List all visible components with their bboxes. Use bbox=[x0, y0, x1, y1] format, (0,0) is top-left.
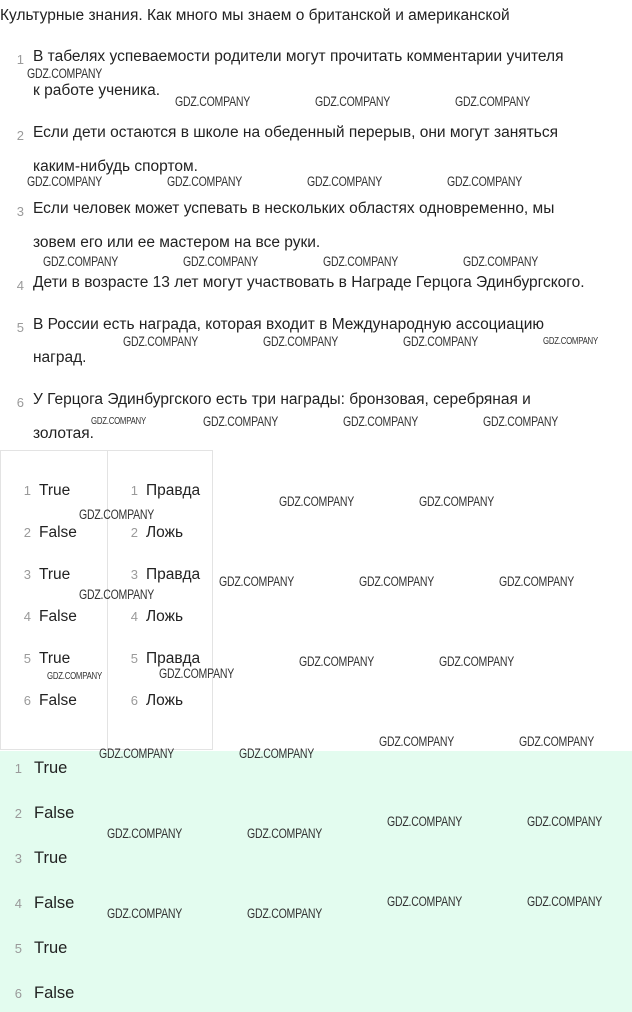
question-number: 6 bbox=[16, 395, 24, 410]
table-cell: 6 False bbox=[23, 692, 77, 709]
question-text: В России есть награда, которая входит в Международную ассоциацию bbox=[33, 316, 545, 333]
watermark: GDZ.COMPANY bbox=[91, 416, 146, 427]
question-text-continued: золотая. bbox=[33, 425, 94, 442]
watermark: GDZ.COMPANY bbox=[343, 414, 419, 429]
watermark: GDZ.COMPANY bbox=[247, 906, 323, 921]
answer-item: 2 False bbox=[14, 804, 75, 822]
watermark: GDZ.COMPANY bbox=[387, 814, 463, 829]
table-cell: 2 False bbox=[23, 524, 77, 541]
watermark: GDZ.COMPANY bbox=[403, 334, 479, 349]
question-number: 5 bbox=[16, 320, 24, 335]
table-cell: 4 False bbox=[23, 608, 77, 625]
watermark: GDZ.COMPANY bbox=[247, 826, 323, 841]
watermark: GDZ.COMPANY bbox=[387, 894, 463, 909]
question-number: 2 bbox=[16, 128, 24, 143]
question-number: 1 bbox=[16, 52, 24, 67]
answer-item: 6 False bbox=[14, 984, 75, 1002]
answer-item: 3 True bbox=[14, 849, 68, 867]
watermark: GDZ.COMPANY bbox=[299, 654, 375, 669]
watermark: GDZ.COMPANY bbox=[183, 254, 259, 269]
watermark: GDZ.COMPANY bbox=[379, 734, 455, 749]
answer-item: 1 True bbox=[14, 759, 68, 777]
watermark: GDZ.COMPANY bbox=[315, 94, 391, 109]
watermark: GDZ.COMPANY bbox=[107, 906, 183, 921]
answer-item: 4 False bbox=[14, 894, 75, 912]
table-cell: 3 True bbox=[23, 566, 71, 583]
question-text: В табелях успеваемости родители могут прочитать комментарии учителя bbox=[33, 48, 564, 65]
watermark: GDZ.COMPANY bbox=[439, 654, 515, 669]
watermark: GDZ.COMPANY bbox=[359, 574, 435, 589]
question-number: 4 bbox=[16, 278, 24, 293]
watermark: GDZ.COMPANY bbox=[483, 414, 559, 429]
table-cell: 5 Правда bbox=[130, 650, 201, 667]
watermark: GDZ.COMPANY bbox=[79, 587, 155, 602]
watermark: GDZ.COMPANY bbox=[43, 254, 119, 269]
question-text: Если человек может успевать в нескольких областях одновременно, мы bbox=[33, 200, 555, 217]
watermark: GDZ.COMPANY bbox=[263, 334, 339, 349]
table-cell: 4 Ложь bbox=[130, 608, 184, 625]
watermark: GDZ.COMPANY bbox=[107, 826, 183, 841]
watermark: GDZ.COMPANY bbox=[79, 507, 155, 522]
watermark: GDZ.COMPANY bbox=[463, 254, 539, 269]
watermark: GDZ.COMPANY bbox=[455, 94, 531, 109]
watermark: GDZ.COMPANY bbox=[27, 174, 103, 189]
watermark: GDZ.COMPANY bbox=[203, 414, 279, 429]
question-text: Если дети остаются в школе на обеденный перерыв, они могут заняться bbox=[33, 124, 558, 141]
watermark: GDZ.COMPANY bbox=[27, 66, 103, 81]
table-cell: 2 Ложь bbox=[130, 524, 184, 541]
watermark: GDZ.COMPANY bbox=[527, 814, 603, 829]
watermark: GDZ.COMPANY bbox=[175, 94, 251, 109]
page-title: Культурные знания. Как много мы знаем о британской и американской bbox=[0, 7, 510, 24]
watermark: GDZ.COMPANY bbox=[499, 574, 575, 589]
table-cell: 1 Правда bbox=[130, 482, 201, 499]
table-cell: 6 Ложь bbox=[130, 692, 184, 709]
watermark: GDZ.COMPANY bbox=[47, 671, 102, 682]
watermark: GDZ.COMPANY bbox=[527, 894, 603, 909]
watermark: GDZ.COMPANY bbox=[307, 174, 383, 189]
question-text: У Герцога Эдинбургского есть три награды: бронзовая, серебряная и bbox=[33, 391, 531, 408]
watermark: GDZ.COMPANY bbox=[279, 494, 355, 509]
watermark: GDZ.COMPANY bbox=[167, 174, 243, 189]
answer-item: 5 True bbox=[14, 939, 68, 957]
table-cell: 3 Правда bbox=[130, 566, 201, 583]
watermark: GDZ.COMPANY bbox=[219, 574, 295, 589]
watermark: GDZ.COMPANY bbox=[159, 666, 235, 681]
watermark: GDZ.COMPANY bbox=[447, 174, 523, 189]
table-cell: 5 True bbox=[23, 650, 71, 667]
answers-panel bbox=[0, 751, 632, 1012]
table-cell: 1 True bbox=[23, 482, 71, 499]
watermark: GDZ.COMPANY bbox=[519, 734, 595, 749]
watermark: GDZ.COMPANY bbox=[239, 746, 315, 761]
watermark: GDZ.COMPANY bbox=[419, 494, 495, 509]
watermark: GDZ.COMPANY bbox=[99, 746, 175, 761]
question-text: Дети в возрасте 13 лет могут участвовать в Награде Герцога Эдинбургского. bbox=[33, 274, 585, 291]
watermark: GDZ.COMPANY bbox=[543, 336, 598, 347]
question-text-continued: каким-нибудь спортом. bbox=[33, 158, 198, 175]
question-number: 3 bbox=[16, 204, 24, 219]
watermark: GDZ.COMPANY bbox=[123, 334, 199, 349]
question-text-continued: к работе ученика. bbox=[33, 82, 161, 99]
question-text-continued: наград. bbox=[33, 349, 87, 366]
question-text-continued: зовем его или ее мастером на все руки. bbox=[33, 234, 321, 251]
watermark: GDZ.COMPANY bbox=[323, 254, 399, 269]
